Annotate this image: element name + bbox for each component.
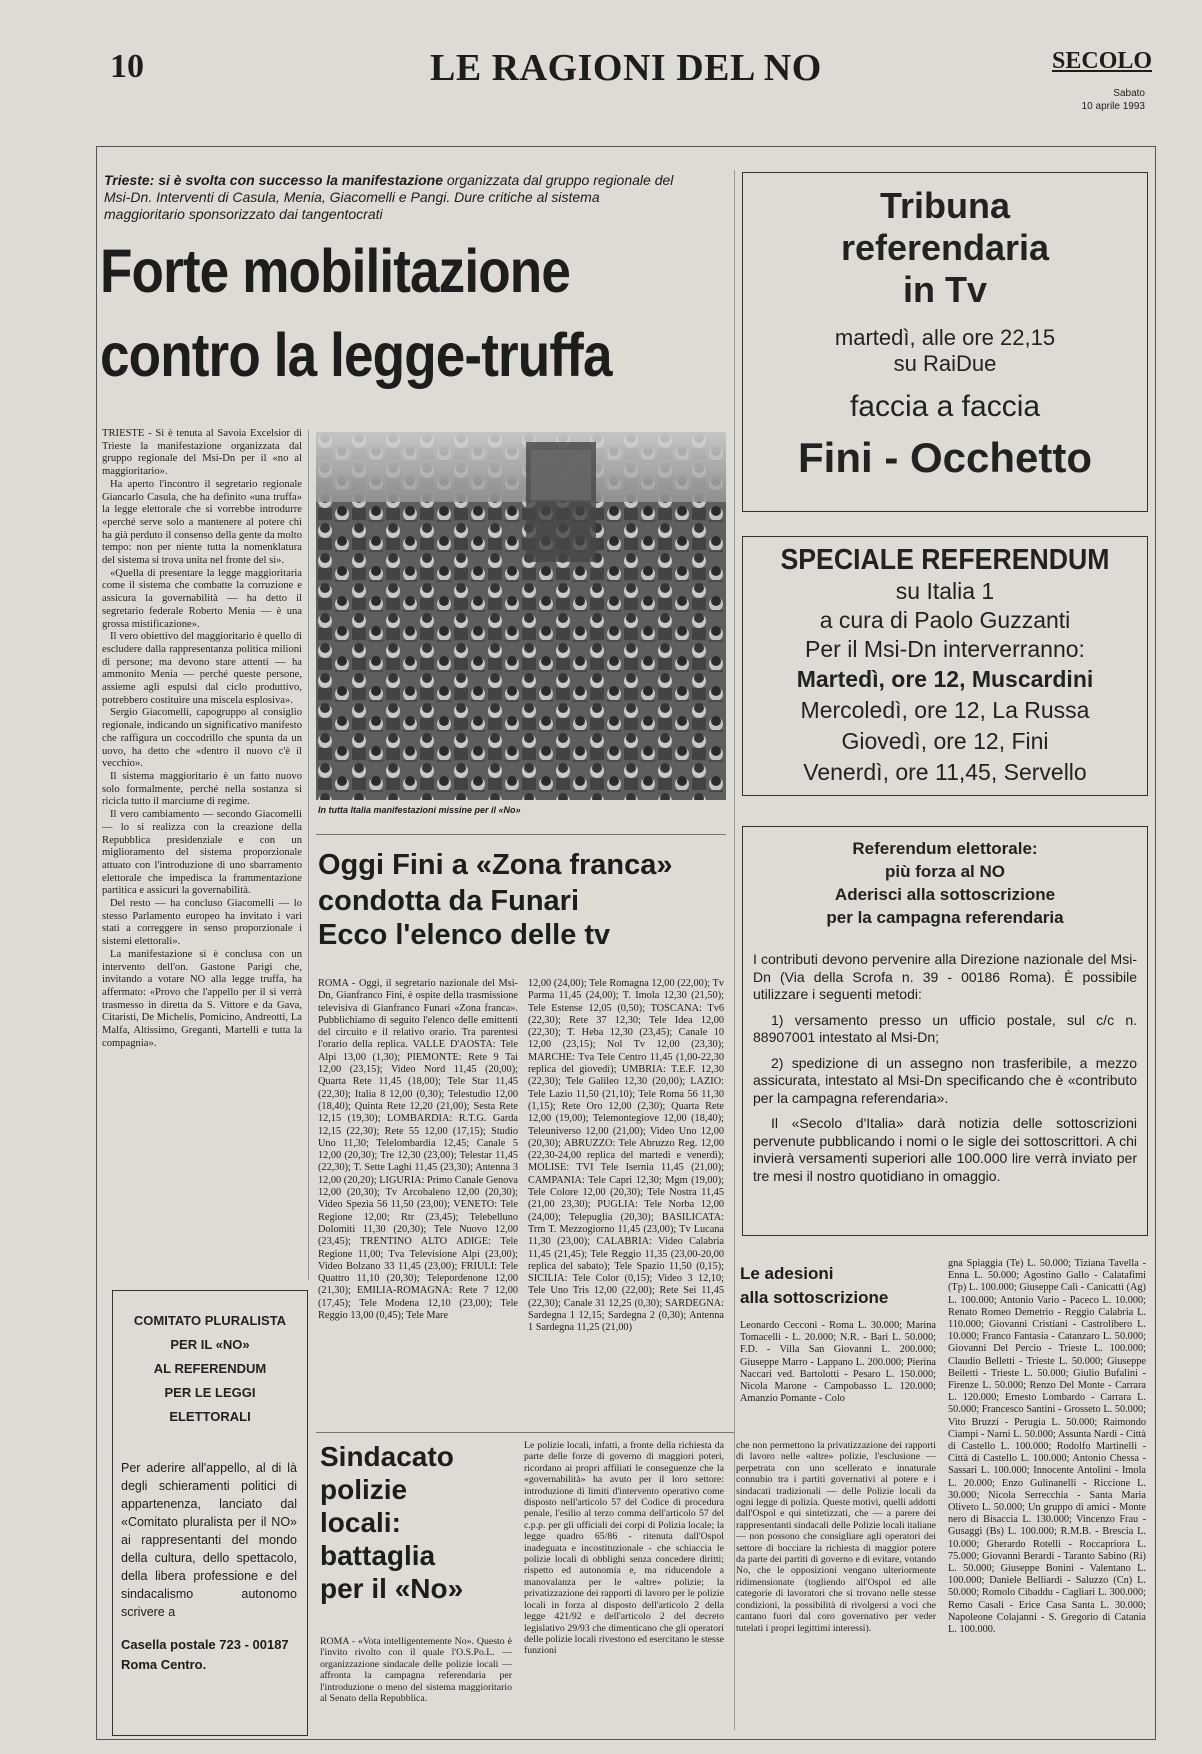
adesioni-title-1: Le adesioni xyxy=(740,1264,834,1283)
paragraph: Il sistema maggioritario è un fatto nuovo solo formalmente, perché nella sostanza si ricicla tutto il marciume di regime. xyxy=(102,770,302,808)
column-rule xyxy=(734,170,735,1730)
comitato-body: Per aderire all'appello, al di là degli schieramenti politici di appartenenza, lanciato dal «Comitato pluralista per il NO» ai rappresentanti del mondo della cultura, dello spettacolo, della libera professione e del sindacalismo autonomo scrivere a xyxy=(121,1461,297,1619)
polizie-headline-3: locali: xyxy=(320,1507,401,1538)
divider xyxy=(316,1432,734,1433)
comitato-title-1: COMITATO PLURALISTA xyxy=(133,1313,287,1328)
paragraph: Il vero cambiamento — secondo Giacomelli — lo si realizza con la creazione della Repubblica presidenziale e con un miglioramento del sistema proporzionale attuato con l'introduzione di uno sbarramento elettorale che impedisca la frammentazione partitica e assicuri la governabilità. xyxy=(102,809,302,897)
paragraph: TRIESTE - Si è tenuta al Savoia Excelsior di Trieste la manifestazione organizzata dal gruppo regionale del Msi-Dn per il «no al maggioritario». xyxy=(102,428,302,478)
divider xyxy=(316,834,726,835)
tribuna-line-2: su RaiDue xyxy=(893,351,997,376)
speciale-line-2: a cura di Paolo Guzzanti xyxy=(819,607,1071,633)
polizie-headline xyxy=(320,1440,463,1605)
sottoscrizione-para-1: I contributi devono pervenire alla Direzione nazionale del Msi-Dn (Via della Scrofa n. 39 - 00186 Roma). È possibile utilizzare i seguenti metodi: xyxy=(753,951,1137,1002)
comitato-title-4: PER LE LEGGI xyxy=(164,1385,256,1400)
tribuna-box xyxy=(742,172,1148,512)
sottoscrizione-para-3: 2) spedizione di un assegno non trasferibile, a mezzo assicurata, intestato al Msi-Dn specificando che è «contributo per la campagna referendaria». xyxy=(753,1054,1137,1106)
paragraph: Ha aperto l'incontro il segretario regionale Giancarlo Casula, che ha definito «una truffa» la legge elettorale che si vorrebbe introdurre «perché serve solo a mantenere al potere chi ha già perduto il consenso della gente da molto tempo: non per niente tutta la nomenklatura del sistema si trova unita nel fronte del sì». xyxy=(102,478,302,567)
photo-caption: In tutta Italia manifestazioni missine per il «No» xyxy=(318,805,521,815)
tribuna-title-1: Tribuna xyxy=(879,185,1010,226)
sottoscrizione-title-4: per la campagna referendaria xyxy=(826,908,1064,927)
sottoscrizione-title-3: Aderisci alla sottoscrizione xyxy=(834,885,1056,904)
tribuna-line-1: martedì, alle ore 22,15 xyxy=(834,325,1056,350)
polizie-headline-5: per il «No» xyxy=(320,1573,464,1604)
comitato-title-5: ELETTORALI xyxy=(169,1409,251,1424)
tv-col-1: ROMA - Oggi, il segretario nazionale del Msi-Dn, Gianfranco Fini, è ospite della trasmissione televisiva di Gianfranco Funari «Zona franca». Pubblichiamo di seguito l'elenco delle emittenti del circuito e il relativo orario. Tra parentesi l'orario della replica. VALLE D'AOSTA: Tele Alpi 13,00 (1,30); PIEMONTE: Rete 9 Tai 12,00 (23,15); Video Nord 11,45 (20,00); Quarta Rete 11,45 (18,00); Tele Star 11,45 (22,30); Italia 8 12,00 (0,30); Telestudio 12,00 (18,40); Quinta Rete 12,20 (21,00); Sesta Rete 12,15 (19,30); LOMBARDIA: R.T.G. Garda 12,15 (22,30); Rete 55 12,00 (17,15); Studio Uno 11,30; Telelombardia 12,45; Canale 5 12,00 (20,30); Tre 12,30 (23,00); Telestar 11,45 (22,30); T. Sette Laghi 11,45 (23,30); Antenna 3 12,00 (20,20); LIGURIA: Primo Canale Genova 12,00 (20,30); Tv Arcobaleno 12,00 (20,30); Video Spezia 56 11,50 (23,00); VENETO: Tele Regione 12,00; Rtr (23,45); Telebelluno Dolomiti 11,30 (20,30); Tele Nuovo 12,00 (23,45); TRENTINO ALTO ADIGE: Tele Regione 11,00; Tva Televisione Alpi (23,00); Video Bolzano 33 11,45 (23,00); FRIULI: Tele Quattro 11,10 (20,30); Telepordenone 12,00 (21,30); EMILIA-ROMAGNA: Rete 7 12,00 (17,45); Tele Modena 12,10 (23,00); Tele Reggio 13,00 (0,45); Tele Mare xyxy=(318,978,518,1322)
main-headline-2: contro la legge-truffa xyxy=(100,321,612,389)
sottoscrizione-para-2: 1) versamento presso un ufficio postale, sul c/c n. 88907001 intestato al Msi-Dn; xyxy=(753,1011,1137,1045)
paragraph: «Quella di presentare la legge maggioritaria come il sistema che combatte la corruzione e assicura la governabilità — ha detto il segretario federale Roberto Menia — è una grossa mistificazione». xyxy=(102,567,302,630)
masthead: SECOLO xyxy=(1052,48,1153,74)
comitato-address: Casella postale 723 - 00187 Roma Centro. xyxy=(121,1637,289,1672)
speciale-line-6: Giovedì, ore 12, Fini xyxy=(841,728,1049,754)
crowd-photo-image xyxy=(316,432,726,800)
tribuna-line-4: Fini - Occhetto xyxy=(798,434,1092,481)
column-rule xyxy=(308,430,309,1280)
crowd-photo xyxy=(316,432,726,800)
kicker-rest: organizzata dal gruppo regionale del Msi-Dn. Interventi di Casula, Menia, Giacomelli e Pangi. Dure critiche al sistema maggioritario sponsorizzato dai tangentocrati xyxy=(104,172,674,222)
polizie-headline-1: Sindacato xyxy=(320,1441,454,1472)
sottoscrizione-title-1: Referendum elettorale: xyxy=(852,839,1038,858)
page-number: 10 xyxy=(110,48,144,85)
tribuna-title-2: referendaria xyxy=(840,227,1050,268)
sottoscrizione-para-4: Il «Secolo d'Italia» darà notizia delle sottoscrizioni pervenute pubblicando i nomi o le sigle dei sottoscrittori. A chi invierà versamenti superiori alle 100.000 lire verrà inviato per tre mesi il nostro quotidiano in omaggio. xyxy=(753,1115,1137,1184)
speciale-box xyxy=(742,536,1148,796)
tribuna-title-3: in Tv xyxy=(902,269,987,310)
sottoscrizione-title-2: più forza al NO xyxy=(885,862,1005,881)
header-day: Sabato xyxy=(1113,88,1145,99)
tv-headline-3: Ecco l'elenco delle tv xyxy=(318,919,611,951)
sottoscrizione-box xyxy=(742,826,1148,1236)
polizie-headline-4: battaglia xyxy=(320,1540,436,1571)
paragraph: Sergio Giacomelli, capogruppo al consiglio regionale, indicando un significativo manifesto che raffigura un coccodrillo che spunta da un uovo, ha detto che «dentro il nuovo c'è il vecchio». xyxy=(102,707,302,770)
tribuna-line-3: faccia a faccia xyxy=(849,390,1041,423)
adesioni-title xyxy=(740,1262,888,1310)
polizie-col-2: Le polizie locali, infatti, a fronte della richiesta da parte delle forze di governo di maggiori poteri, ricordano ai propri affiliati le conseguenze che la «governabilità» ha avuto per il loro settore: introduzione di limiti d'intervento operativo come disposto nell'articolo 57 del Codice di procedura penale, l'esilio al terzo comma dell'articolo 57 del c.p.p. per gli ufficiali dei corpi di Polizia locale; la legge quadro 65/86 - ritenuta dall'Ospol inadeguata e incostituzionale - che schiaccia le polizie locali di obblighi senza concedere diritti; rispetto ed autonomia e, ma riducendole a manovalanza per le «altre» polizie; la privatizzazione dei rapporti di lavoro per le polizie locali in forza al disposto dell'articolo 2 della legge 421/92 e dell'articolo 2 del decreto legislativo 29/93 che dimenticano che gli operatori delle polizie locali rivestono ed esercitano le stesse funzioni xyxy=(524,1440,724,1657)
speciale-line-5: Mercoledì, ore 12, La Russa xyxy=(800,697,1090,723)
header-date: 10 aprile 1993 xyxy=(1081,101,1145,112)
comitato-title-2: PER IL «NO» xyxy=(170,1337,250,1352)
comitato-box xyxy=(112,1290,308,1736)
adesioni-title-2: alla sottoscrizione xyxy=(740,1288,889,1307)
speciale-line-1: su Italia 1 xyxy=(895,578,995,604)
kicker xyxy=(104,172,684,223)
main-article-body xyxy=(102,428,302,1270)
main-headline-1: Forte mobilitazione xyxy=(100,237,570,305)
comitato-title-3: AL REFERENDUM xyxy=(153,1361,267,1376)
speciale-line-7: Venerdì, ore 11,45, Servello xyxy=(803,759,1087,785)
polizie-col-1: ROMA - «Vota intelligentemente No». Questo è l'invito rivolto con il quale l'O.S.Po.L. — organizzazione sindacale delle polizie locali — affronta la campagna referendaria per l'introduzione o meno del sistema maggioritario al Senato della Repubblica. xyxy=(320,1636,512,1705)
tv-headline-1: Oggi Fini a «Zona franca» xyxy=(318,849,673,881)
adesioni-col-2: gna Spiaggia (Te) L. 50.000; Tiziana Tavella - Enna L. 50.000; Agostino Gallo - Calatafimi (Tp) L. 100.000; Giuseppe Calì - Canicattì (Ag) L. 100.000; Antonio Vario - Paceco L. 10.000; Renato Romeo Demetrio - Reggio Calabria L. 110.000; Giovanni Cristiani - Castrolibero L. 10.000; Franco Fantasia - Catanzaro L. 50.000; Giovanni Del Percio - Trieste L. 100.000; Claudio Belletti - Trieste L. 50.000; Giuseppe Beiletti - Trieste L. 50.000; Giulio Bufalini - Firenze L. 50.000; Renzo Del Monte - Carrara L. 120.000; Ernesto Lombardo - Carrara L. 50.000; Francesco Santini - Grosseto L. 50.000; Vito Bruzzi - Perugia L. 50.000; Raimondo Ciampi - Narni L. 50.000; Assunta Nardi - Città di Castello L. 100.000; Rodolfo Martinelli - Città di Castello L. 100.000; Antonio Chessa - Sassari L. 100.000; Innocente Antolini - Imola L. 20.000; Enzo Gulinanelli - Riccione L. 30.000; Nicola Serrecchia - Santa Maria Oliveto L. 50.000; Un gruppo di amici - Monte nero di Bisaccia L. 130.000; Vincenzo Frau - Gusaggi (Bs) L. 100.000; R.M.B. - Brescia L. 10.000; Gherardo Rotelli - Roccapriora L. 75.000; Giovanni Berardi - Taranto Sabino (Ri) L. 50.000; Giuseppe Bonini - Valentano L. 100.000; Daniele Belliardi - Saluzzo (Cn) L. 50.000; Romolo Cibaddu - Cagliari L. 300.000; Remo Casali - Erice Casa Santa L. 30.000; Napoleone Colajanni - S. Gregorio di Catania L. 100.000. xyxy=(948,1258,1146,1636)
section-title: LE RAGIONI DEL NO xyxy=(430,47,822,89)
kicker-lead: Trieste: si è svolta con successo la manifestazione xyxy=(104,172,443,188)
polizie-headline-2: polizie xyxy=(320,1474,408,1505)
adesioni-col-1: Leonardo Cecconi - Roma L. 30.000; Marina Tomacelli - L. 20.000; N.R. - Bari L. 50.000; F.D. - Villa San Giovanni L. 200.000; Giuseppe Marro - Lappano L. 200.000; Pierina Naccari ved. Bartolotti - Pesaro L. 150.000; Nicola Marone - Campobasso L. 120.000; Amanzio Pomante - Colo xyxy=(740,1320,936,1405)
paragraph: Del resto — ha concluso Giacomelli — lo stesso Parlamento europeo ha invitato i vari stati a correggere in senso proporzionale i sistemi elettorali». xyxy=(102,898,302,948)
paragraph: La manifestazione si è conclusa con un intervento dell'on. Gastone Parigi che, invitando a votare NO alla legge truffa, ha affermato: «Provo che l'appello per il sì verrà trasmesso in diretta da S. Vittore e da Gava, Citaristi, De Michelis, Pomicino, Andreotti, La Malfa, Altissimo, Greganti, Martelli e tutta la compagnia». xyxy=(102,948,302,1049)
tv-col-2: 12,00 (24,00); Tele Romagna 12,00 (22,00); Tv Parma 11,45 (24,00); T. Imola 12,30 (21,50); Tele Estense 12,05 (0,50); TOSCANA: Tv6 (22,30); Rete 37 12,30; Tele Idea 12,00 (22,30); T. Heba 12,30 (23,45); Canale 10 12,00 (23,15); Nol Tv 12,00 (23,30); MARCHE: Tva Tele Centro 11,45 (1,00-22,30 replica del giovedì); UMBRIA: T.E.F. 12,30 (22,30); Tele Galileo 12,30 (20,00); LAZIO: Tele Lazio 11,50 (21,10); Tele Roma 56 11,30 (1,15); Rete Oro 12,00 (2,30); Quarta Rete 12,00 (19,00); Telemontegiove 12,00 (18,40); Teleuniverso 12,00 (21,00); Video Uno 12,00 (20,30); ABRUZZO: Tele Abruzzo Reg. 12,00 (22,30-24,00 replica del martedì e venerdì); MOLISE: TVI Tele Isernia 11,45 (21,00); CAMPANIA: Tele Capri 12,30; Mgm (19,00); Tele Colore 12,00 (20,30); Tele Nostra 11,45 (21,00 23,30); PUGLIA: Tele Norba 12,00 (24,00); Telepuglia (20,30); BASILICATA: Trm T. Mezzogiorno 11,45 (23,00); Tv Lucana 11,30 (23,00); CALABRIA: Video Calabria 11,45 (21,45); Tele Reggio 11,35 (23,00-20,00 replica del sabato); Tele Spazio 11,50 (0,15); SICILIA: Tele Color (0,15); Video 3 12,10; Tele Uno Tris 12,00 (22,00); Rete Sei 11,45 (22,30); Canale 31 12,25 (0,30); SARDEGNA: Sardegna 1 12,15; Sardegna 2 (0,30); Antenna 1 Sardegna 11,25 (21,00) xyxy=(528,978,724,1334)
paragraph: Il vero obiettivo del maggioritario è quello di escludere dalla rappresentanza politica milioni di persone; ma devono stare attenti — ha ammonito Menia — perché queste persone, assieme agli espulsi dal ciclo produttivo, potrebbero costituire una miscela esplosiva». xyxy=(102,631,302,706)
speciale-line-3: Per il Msi-Dn interverranno: xyxy=(805,636,1085,662)
speciale-line-4: Martedì, ore 12, Muscardini xyxy=(796,666,1094,692)
polizie-col-3: che non permettono la privatizzazione dei rapporti di lavoro nelle «altre» polizie, l'esclusione — perpetrata con uno scellerato e innaturale connubio tra i partiti governativi al potere e i sindacati tradizionali — delle Polizie locali da ogni legge di polizia. Queste motivi, quelli addotti dall'Ospol e qui sintetizzati, che — a parere dei rappresentanti sindacali delle Polizie locali italiane — non possono che consigliare agli operatori dei settore di bocciare la richiesta di maggior potere da parte dei partiti di governo e di evitare, votando No, che le opposizioni vengano ulteriormente ridimensionate (togliendo all'Ospol ed alle categorie di lavoratori che si trovano nelle stesse condizioni, la possibilità di rivolgersi a voci che cantano fuori dal coro governativo per veder tutelati i propri legittimi interessi). xyxy=(736,1440,936,1634)
tv-headline-2: condotta da Funari xyxy=(318,885,579,917)
speciale-title: SPECIALE REFERENDUM xyxy=(780,544,1110,576)
